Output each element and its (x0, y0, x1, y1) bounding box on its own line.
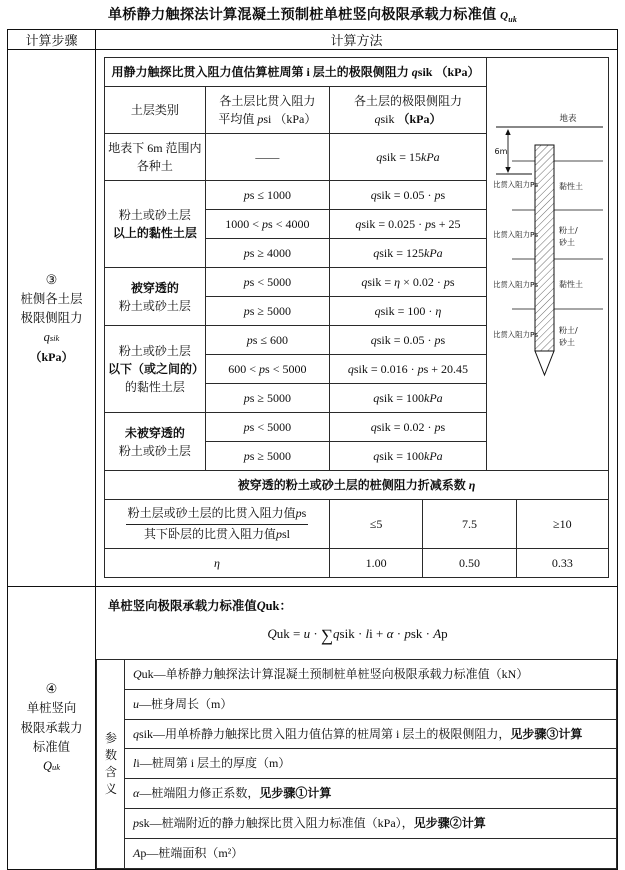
table-header-row (8, 30, 618, 50)
pile-diagram-svg (490, 97, 605, 427)
ps-cond-1-1: —— (205, 134, 329, 181)
param-row-psk: psk—桩端附近的静力触探比贯入阻力标准值（kPa），见步骤②计算 (125, 808, 617, 838)
step-4-heading-block (96, 587, 617, 659)
param-row-alpha: α—桩端阻力修正系数，见步骤①计算 (125, 779, 617, 809)
diagram-depth-label: 6m (494, 146, 508, 156)
table-row (8, 50, 618, 587)
qsik-eq-2-1: qsik = 0.05 · ps (329, 181, 486, 210)
qsik-eq-5-2: qsik = 100kPa (329, 442, 486, 471)
step-4-formula: Quk = u · ∑qsik · li + α · psk · Ap (267, 625, 448, 645)
qsik-eq-2-2: qsik = 0.025 · ps + 25 (329, 210, 486, 239)
ps-cond-2-1: ps ≤ 1000 (205, 181, 329, 210)
page-title-text: 单桥静力触探法计算混凝土预制桩单桩竖向极限承载力标准值 (107, 7, 497, 23)
eta-ratio-value-3: ≥10 (516, 500, 608, 549)
param-row-qsik: qsik—用单桥静力触探比贯入阻力值估算的桩周第 i 层土的极限侧阻力，见步骤③计算 (125, 719, 617, 749)
eta-table (104, 470, 609, 578)
ps-cond-4-3: ps ≥ 5000 (205, 384, 329, 413)
header-calc-step: 计算步骤 (8, 30, 96, 50)
diagram-soil-label-2a: 粉土/ (558, 225, 578, 235)
diagram-soil-label-3: 黏性土 (558, 279, 583, 289)
parameter-meaning-label: 参 数 含 义 (97, 659, 125, 868)
step-4-line-2: 极限承载力 (20, 720, 83, 735)
qsik-eq-4-2: qsik = 0.016 · ps + 20.45 (329, 355, 486, 384)
step-4-content-cell (96, 586, 618, 869)
diagram-cell (486, 58, 608, 471)
step-3-inner-wrap (96, 50, 617, 586)
soil-type-5: 未被穿透的 粉土或砂土层 (105, 413, 206, 471)
step-4-symbol: Quk (43, 759, 60, 774)
step-4-label (8, 673, 95, 782)
step-4-line-1: 单桩竖向 (26, 701, 77, 716)
step-3-label-cell (8, 50, 96, 587)
col-header-qsik: 各土层的极限侧阻力 qsik （kPa） (329, 87, 486, 134)
eta-value-row (105, 548, 609, 577)
table-row (97, 779, 617, 809)
main-table (7, 29, 618, 869)
step-4-number: ④ (45, 681, 58, 697)
step-3-unit: （kPa） (29, 349, 74, 364)
ps-cond-2-2: 1000 < ps < 4000 (205, 210, 329, 239)
eta-value-3: 0.33 (516, 548, 608, 577)
soil-type-4: 粉土或砂土层 以下（或之间的） 的黏性土层 (105, 326, 206, 413)
ps-cond-4-2: 600 < ps < 5000 (205, 355, 329, 384)
table-row (97, 659, 617, 689)
diagram-soil-label-4a: 粉土/ (558, 325, 578, 335)
step-4-label-cell (8, 586, 96, 869)
qsik-eq-4-1: qsik = 0.05 · ps (329, 326, 486, 355)
table-row (97, 749, 617, 779)
diagram-soil-label-4b: 砂土 (558, 337, 575, 347)
ps-cond-3-2: ps ≥ 5000 (205, 297, 329, 326)
parameter-definitions-table (96, 659, 617, 869)
ps-cond-3-1: ps < 5000 (205, 268, 329, 297)
diagram-soil-label-1: 黏性土 (558, 181, 583, 191)
table-row (97, 838, 617, 868)
step-4-heading: 单桩竖向极限承载力标准值Quk： (108, 598, 292, 613)
qsik-table (104, 57, 609, 471)
soil-type-1: 地表下 6m 范围内 各种土 (105, 134, 206, 181)
col-header-ps: 各土层比贯入阻力 平均值 psi （kPa） (205, 87, 329, 134)
diagram-soil-label-2b: 砂土 (558, 237, 575, 247)
eta-table-title: 被穿透的粉土或砂土层的桩侧阻力折减系数 η (105, 471, 609, 500)
step-3-symbol: qsik (43, 330, 60, 345)
eta-value-1: 1.00 (329, 548, 422, 577)
step-3-number: ③ (45, 271, 58, 287)
soil-type-2: 粉土或砂土层 以上的黏性土层 (105, 181, 206, 268)
qsik-eq-3-1: qsik = η × 0.02 · ps (329, 268, 486, 297)
qsik-eq-4-3: qsik = 100kPa (329, 384, 486, 413)
col-header-soil: 土层类别 (105, 87, 206, 134)
qsik-eq-1-1: qsik = 15kPa (329, 134, 486, 181)
eta-ratio-value-2: 7.5 (423, 500, 516, 549)
qsik-band-title: 用静力触探比贯入阻力值估算桩周第 i 层土的极限侧阻力 qsik （kPa） (105, 58, 487, 87)
eta-value-2: 0.50 (423, 548, 516, 577)
eta-title-row (105, 471, 609, 500)
diagram-ps-label-3: 比贯入阻力Ps (492, 279, 539, 289)
eta-ratio-row (105, 500, 609, 549)
page-title-symbol: $Q_{uk}$ (500, 10, 518, 25)
step-3-line-1: 桩侧各土层 (20, 292, 83, 307)
ps-cond-4-1: ps ≤ 600 (205, 326, 329, 355)
ps-cond-5-2: ps ≥ 5000 (205, 442, 329, 471)
table-row (97, 808, 617, 838)
diagram-ps-label-2: 比贯入阻力Ps (492, 229, 539, 239)
page-title (0, 0, 625, 29)
step-3-content-cell (96, 50, 618, 587)
eta-ratio-label: $\frac{\text{粉土层或砂土层的比贯入阻力值ps}}{\text{其下卧层的比贯入阻力值psl}}$ (105, 500, 330, 549)
qsik-eq-5-1: qsik = 0.02 · ps (329, 413, 486, 442)
ps-cond-5-1: ps < 5000 (205, 413, 329, 442)
ps-cond-2-3: ps ≥ 4000 (205, 239, 329, 268)
eta-ratio-value-1: ≤5 (329, 500, 422, 549)
table-row (97, 719, 617, 749)
param-row-u: u—桩身周长（m） (125, 689, 617, 719)
qsik-eq-3-2: qsik = 100 · η (329, 297, 486, 326)
pile-diagram (490, 97, 605, 432)
diagram-ps-label-1: 比贯入阻力Ps (492, 179, 539, 189)
diagram-ground-label: 地表 (559, 113, 577, 124)
diagram-ps-label-4: 比贯入阻力Ps (492, 329, 539, 339)
table-row (97, 689, 617, 719)
step-3-line-2: 极限侧阻力 (20, 311, 83, 326)
qsik-eq-2-3: qsik = 125kPa (329, 239, 486, 268)
qsik-band-title-row (105, 58, 609, 87)
param-row-quk: Quk—单桥静力触探法计算混凝土预制桩单桩竖向极限承载力标准值（kN） (125, 659, 617, 689)
table-row (8, 586, 618, 869)
param-row-ap: Ap—桩端面积（m²） (125, 838, 617, 868)
soil-type-3: 被穿透的 粉土或砂土层 (105, 268, 206, 326)
step-4-line-3: 标准值 (32, 739, 71, 754)
header-calc-method: 计算方法 (96, 30, 618, 50)
step-3-label (8, 264, 95, 372)
param-row-li: li—桩周第 i 层土的厚度（m） (125, 749, 617, 779)
eta-symbol-label: η (105, 548, 330, 577)
